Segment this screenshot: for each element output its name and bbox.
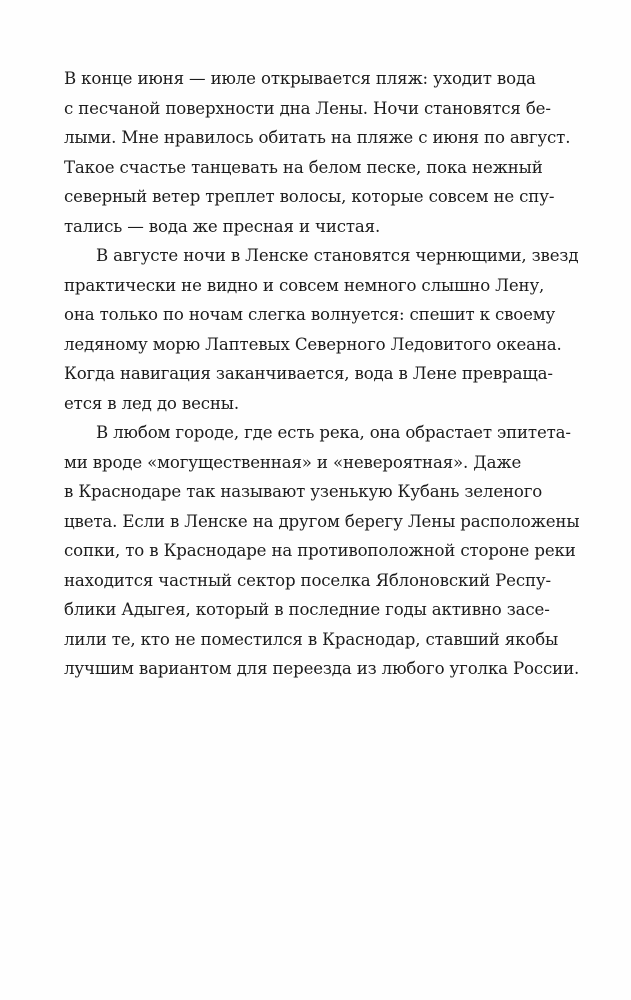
text-line: блики Адыгея, который в последние годы активно засе- xyxy=(64,600,550,619)
text-line: ледяному морю Лаптевых Северного Ледовитого океана. xyxy=(64,334,562,354)
text-line: В конце июня — июле открывается пляж: уходит вода xyxy=(64,69,536,88)
text-line: северный ветер треплет волосы, которые совсем не спу- xyxy=(64,187,555,206)
text-line: сопки, то в Краснодаре на противоположной стороне реки xyxy=(64,541,576,560)
paragraph-3 xyxy=(64,418,584,684)
paragraph-1 xyxy=(64,64,584,241)
text-line: цвета. Если в Ленске на другом берегу Лены расположены xyxy=(64,511,580,531)
text-line: ми вроде «могущественная» и «невероятная». Даже xyxy=(64,452,522,472)
text-line: лили те, кто не поместился в Краснодар, ставший якобы xyxy=(64,629,559,649)
text-line: практически не видно и совсем немного слышно Лену, xyxy=(64,275,545,295)
text-line: лучшим вариантом для переезда из любого уголка России. xyxy=(64,659,580,678)
text-line: с песчаной поверхности дна Лены. Ночи становятся бе- xyxy=(64,98,551,118)
text-line: она только по ночам слегка волнуется: спешит к своему xyxy=(64,305,556,324)
text-line: В августе ночи в Ленске становятся чернющими, звезд xyxy=(96,246,579,265)
page-text xyxy=(64,64,584,684)
text-line: Когда навигация заканчивается, вода в Лене превраща- xyxy=(64,364,553,383)
text-line: в Краснодаре так называют узенькую Кубань зеленого xyxy=(64,482,543,501)
text-line: Такое счастье танцевать на белом песке, пока нежный xyxy=(64,157,543,177)
text-line: находится частный сектор поселка Яблоновский Респу- xyxy=(64,570,551,590)
text-line: ется в лед до весны. xyxy=(64,393,239,413)
text-line: В любом городе, где есть река, она обрастает эпитета- xyxy=(96,423,571,442)
text-line: тались — вода же пресная и чистая. xyxy=(64,216,381,236)
text-line: лыми. Мне нравилось обитать на пляже с июня по август. xyxy=(64,128,571,147)
paragraph-2 xyxy=(64,241,584,418)
